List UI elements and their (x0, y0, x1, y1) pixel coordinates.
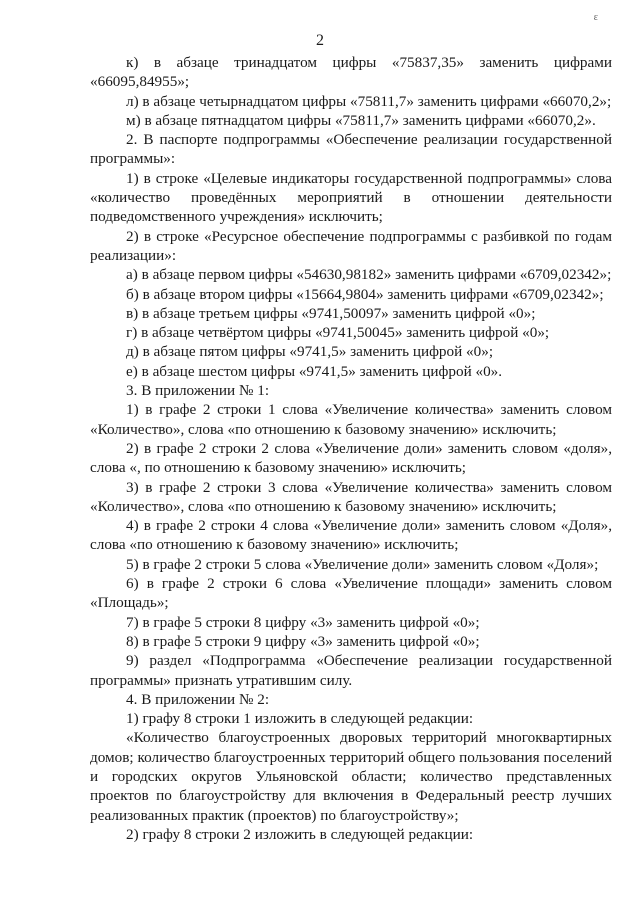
paragraph-l: л) в абзаце четырнадцатом цифры «75811,7» заменить цифрами «66070,2»; (126, 92, 612, 110)
paragraph-2-2-b: б) в абзаце втором цифры «15664,9804» заменить цифрами «6709,02342»; (126, 285, 604, 303)
paragraph-3-4: 4) в графе 2 строки 4 слова «Увеличение доли» заменить словом «Доля», слова «по отношению к базовому значению» исключить; (90, 517, 612, 554)
paragraph-2-1: 1) в строке «Целевые индикаторы государственной подпрограммы» слова «количество проведённых мероприятий в отношении деятельности подведомственного учреждения» исключить; (90, 169, 612, 226)
paragraph-3-8: 8) в графе 5 строки 9 цифру «3» заменить цифрой «0»; (126, 632, 480, 650)
paragraph-2-2: 2) в строке «Ресурсное обеспечение подпрограммы с разбивкой по годам реализации»: (90, 227, 612, 264)
paragraph-section-2: 2. В паспорте подпрограммы «Обеспечение реализации государственной программы»: (90, 131, 612, 168)
paragraph-m: м) в абзаце пятнадцатом цифры «75811,7» заменить цифрами «66070,2». (126, 111, 596, 129)
paragraph-3-9: 9) раздел «Подпрограмма «Обеспечение реализации государственной программы» признать утратившим силу. (90, 652, 612, 689)
corner-mark: ε (593, 12, 598, 23)
paragraph-section-3: 3. В приложении № 1: (126, 382, 270, 400)
paragraph-3-6: 6) в графе 2 строки 6 слова «Увеличение площади» заменить словом «Площадь»; (90, 575, 612, 612)
document-body (90, 53, 612, 844)
paragraph-4-1-quote: «Количество благоустроенных дворовых территорий многоквартирных домов; количество благоустроенных территорий общего пользования поселений и городских округов Ульяновской области; количество представленных проектов по благоустройству для включения в Федеральный реестр лучших реализованных практик (проектов) по благоустройству»; (90, 729, 612, 824)
page-number: 2 (316, 32, 324, 49)
paragraph-3-3: 3) в графе 2 строки 3 слова «Увеличение количества» заменить словом «Количество», слова «по отношению к базовому значению» исключить; (90, 478, 612, 515)
paragraph-3-2: 2) в графе 2 строки 2 слова «Увеличение доли» заменить словом «доля», слова «, по отношению к базовому значению» исключить; (90, 439, 612, 477)
paragraph-3-7: 7) в графе 5 строки 8 цифру «3» заменить цифрой «0»; (126, 613, 480, 631)
paragraph-2-2-d: д) в абзаце пятом цифры «9741,5» заменить цифрой «0»; (126, 343, 494, 361)
paragraph-3-5: 5) в графе 2 строки 5 слова «Увеличение доли» заменить словом «Доля»; (126, 555, 599, 573)
paragraph-3-1: 1) в графе 2 строки 1 слова «Увеличение количества» заменить словом «Количество», слова «по отношению к базовому значению» исключить; (90, 401, 612, 438)
paragraph-2-2-v: в) в абзаце третьем цифры «9741,50097» заменить цифрой «0»; (126, 304, 536, 322)
paragraph-2-2-e: е) в абзаце шестом цифры «9741,5» заменить цифрой «0». (126, 362, 503, 380)
paragraph-4-2: 2) графу 8 строки 2 изложить в следующей редакции: (126, 825, 474, 843)
paragraph-2-2-g: г) в абзаце четвёртом цифры «9741,50045» заменить цифрой «0»; (126, 324, 550, 342)
paragraph-2-2-a: а) в абзаце первом цифры «54630,98182» заменить цифрами «6709,02342»; (126, 266, 612, 284)
paragraph-k: к) в абзаце тринадцатом цифры «75837,35» заменить цифрами «66095,84955»; (90, 54, 612, 91)
paragraph-section-4: 4. В приложении № 2: (126, 690, 270, 708)
paragraph-4-1: 1) графу 8 строки 1 изложить в следующей редакции: (126, 710, 474, 728)
